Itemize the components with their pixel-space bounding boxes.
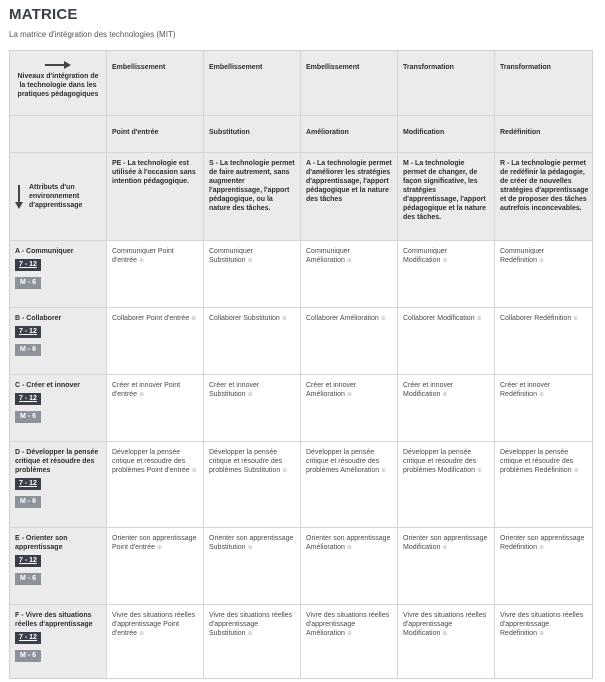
matrix-cell[interactable] xyxy=(204,605,301,678)
row-label: B - Collaborer xyxy=(15,315,62,322)
plus-icon: ⊕ xyxy=(191,468,197,474)
cell-link[interactable]: Communiquer Substitution xyxy=(209,248,253,264)
plus-icon: ⊕ xyxy=(573,316,579,322)
matrix-cell[interactable] xyxy=(301,442,398,528)
plus-icon: ⊕ xyxy=(442,545,448,551)
matrix-cell[interactable] xyxy=(107,442,204,528)
plus-icon: ⊕ xyxy=(247,545,253,551)
column-category: Embellissement xyxy=(204,51,301,116)
matrix-cell[interactable] xyxy=(204,375,301,442)
integration-matrix xyxy=(9,50,593,679)
plus-icon: ⊕ xyxy=(139,631,145,637)
cell-link[interactable]: Communiquer Amélioration xyxy=(306,248,350,264)
cell-link[interactable]: Développer la pensée critique et résoudre des problèmes Redéfinition xyxy=(500,449,574,474)
cell-link[interactable]: Orienter son apprentissage Point d'entrée xyxy=(112,535,197,551)
plus-icon: ⊕ xyxy=(442,258,448,264)
plus-icon: ⊕ xyxy=(442,392,448,398)
plus-icon: ⊕ xyxy=(139,258,145,264)
row-header-collaborer xyxy=(10,308,107,375)
cell-link[interactable]: Collaborer Redéfinition xyxy=(500,315,572,322)
grade-badge-7-12[interactable]: 7 - 12 xyxy=(15,632,41,644)
cell-link[interactable]: Communiquer Modification xyxy=(403,248,447,264)
row-header-pensee-critique xyxy=(10,442,107,528)
matrix-cell[interactable] xyxy=(107,528,204,605)
plus-icon: ⊕ xyxy=(346,631,352,637)
cell-link[interactable]: Créer et innover Modification xyxy=(403,382,454,398)
matrix-cell[interactable] xyxy=(495,442,593,528)
column-level: Point d'entrée xyxy=(107,116,204,153)
column-level: Modification xyxy=(398,116,495,153)
corner-levels-label: Niveaux d'intégration de la technologie dans les pratiques pédagogiques xyxy=(17,73,99,98)
grade-badge-7-12[interactable]: 7 - 12 xyxy=(15,555,41,567)
row-header-orienter xyxy=(10,528,107,605)
matrix-cell[interactable] xyxy=(107,375,204,442)
row-header-situations-reelles xyxy=(10,605,107,678)
grade-badge-m-6[interactable]: M - 6 xyxy=(15,496,41,508)
cell-link[interactable]: Créer et innover Amélioration xyxy=(306,382,357,398)
plus-icon: ⊕ xyxy=(346,392,352,398)
page-title: MATRICE xyxy=(9,6,78,23)
column-category: Transformation xyxy=(398,51,495,116)
grade-badge-m-6[interactable]: M - 6 xyxy=(15,277,41,289)
cell-link[interactable]: Orienter son apprentissage Substitution xyxy=(209,535,294,551)
page-subtitle: La matrice d'intégration des technologies (MIT) xyxy=(9,30,176,39)
grade-badge-7-12[interactable]: 7 - 12 xyxy=(15,326,41,338)
column-category: Embellissement xyxy=(301,51,398,116)
plus-icon: ⊕ xyxy=(380,316,386,322)
plus-icon: ⊕ xyxy=(282,468,288,474)
plus-icon: ⊕ xyxy=(247,258,253,264)
cell-link[interactable]: Vivre des situations réelles d'apprentissage Redéfinition xyxy=(500,612,584,637)
grade-badge-m-6[interactable]: M - 6 xyxy=(15,411,41,423)
cell-link[interactable]: Communiquer Point d'entrée xyxy=(112,248,174,264)
cell-link[interactable]: Orienter son apprentissage Amélioration xyxy=(306,535,391,551)
cell-link[interactable]: Vivre des situations réelles d'apprentissage Modification xyxy=(403,612,487,637)
plus-icon: ⊕ xyxy=(476,316,482,322)
column-description: M - La technologie permet de changer, de façon significative, les stratégies d'apprentissage, l'apport pédagogique et la nature des tâches. xyxy=(398,153,495,241)
plus-icon: ⊕ xyxy=(346,258,352,264)
arrow-right-icon xyxy=(45,61,71,69)
grade-badge-m-6[interactable]: M - 6 xyxy=(15,344,41,356)
column-description: R - La technologie permet de redéfinir la pédagogie, de créer de nouvelles stratégies d'apprentissage et de proposer des tâches autrefois inconcevables. xyxy=(495,153,593,241)
corner-levels-cell xyxy=(10,51,107,116)
row-label: A - Communiquer xyxy=(15,248,74,255)
plus-icon: ⊕ xyxy=(281,316,287,322)
matrix-cell[interactable] xyxy=(107,605,204,678)
matrix-cell[interactable] xyxy=(204,241,301,308)
row-header-communiquer xyxy=(10,241,107,308)
matrix-cell[interactable] xyxy=(301,375,398,442)
matrix-cell[interactable] xyxy=(204,528,301,605)
matrix-cell[interactable] xyxy=(398,528,495,605)
arrow-down-icon xyxy=(15,185,23,209)
cell-link[interactable]: Collaborer Point d'entrée xyxy=(112,315,190,322)
matrix-cell[interactable] xyxy=(495,241,593,308)
matrix-cell[interactable] xyxy=(301,528,398,605)
column-level: Redéfinition xyxy=(495,116,593,153)
row-label: D - Développer la pensée critique et résoudre des problèmes xyxy=(15,449,99,474)
matrix-cell[interactable] xyxy=(301,605,398,678)
matrix-cell[interactable] xyxy=(495,528,593,605)
column-description: A - La technologie permet d'améliorer les stratégies d'apprentissage, l'apport pédagogique et la nature des tâches xyxy=(301,153,398,241)
plus-icon: ⊕ xyxy=(476,468,483,474)
cell-link[interactable]: Vivre des situations réelles d'apprentissage Amélioration xyxy=(306,612,390,637)
column-description: PE - La technologie est utilisée à l'occasion sans intention pédagogique. xyxy=(107,153,204,241)
plus-icon: ⊕ xyxy=(538,631,544,637)
plus-icon: ⊕ xyxy=(139,392,145,398)
grade-badge-m-6[interactable]: M - 6 xyxy=(15,650,41,662)
corner-empty-cell xyxy=(10,116,107,153)
plus-icon: ⊕ xyxy=(156,545,163,551)
cell-link[interactable]: Développer la pensée critique et résoudre des problèmes Amélioration xyxy=(306,449,380,474)
corner-attributes-cell xyxy=(10,153,107,241)
plus-icon: ⊕ xyxy=(573,468,579,474)
cell-link[interactable]: Créer et innover Point d'entrée xyxy=(112,382,181,398)
matrix-cell[interactable] xyxy=(301,241,398,308)
matrix-cell[interactable] xyxy=(301,308,398,375)
cell-link[interactable]: Créer et innover Substitution xyxy=(209,382,260,398)
matrix-cell[interactable] xyxy=(204,442,301,528)
plus-icon: ⊕ xyxy=(538,392,544,398)
plus-icon: ⊕ xyxy=(247,631,253,637)
plus-icon: ⊕ xyxy=(442,631,448,637)
matrix-cell[interactable] xyxy=(107,241,204,308)
matrix-cell[interactable] xyxy=(495,605,593,678)
cell-link[interactable]: Vivre des situations réelles d'apprentissage Point d'entrée xyxy=(112,612,196,637)
cell-link[interactable]: Créer et innover Redéfinition xyxy=(500,382,551,398)
column-level: Amélioration xyxy=(301,116,398,153)
cell-link[interactable]: Collaborer Substitution xyxy=(209,315,280,322)
row-header-creer-innover xyxy=(10,375,107,442)
cell-link[interactable]: Orienter son apprentissage Modification xyxy=(403,535,488,551)
column-level: Substitution xyxy=(204,116,301,153)
plus-icon: ⊕ xyxy=(538,545,544,551)
matrix-cell[interactable] xyxy=(398,308,495,375)
plus-icon: ⊕ xyxy=(538,258,544,264)
grade-badge-m-6[interactable]: M - 6 xyxy=(15,573,41,585)
row-label: F - Vivre des situations réelles d'apprentissage xyxy=(15,612,93,628)
grade-badge-7-12[interactable]: 7 - 12 xyxy=(15,259,41,271)
plus-icon: ⊕ xyxy=(191,316,197,322)
column-category: Embellissement xyxy=(107,51,204,116)
matrix-cell[interactable] xyxy=(204,308,301,375)
plus-icon: ⊕ xyxy=(247,392,253,398)
matrix-cell[interactable] xyxy=(398,605,495,678)
plus-icon: ⊕ xyxy=(346,545,352,551)
matrix-cell[interactable] xyxy=(107,308,204,375)
matrix-cell[interactable] xyxy=(495,308,593,375)
grade-badge-7-12[interactable]: 7 - 12 xyxy=(15,393,41,405)
row-label: C - Créer et innover xyxy=(15,382,80,389)
cell-link[interactable]: Collaborer Modification xyxy=(403,315,475,322)
matrix-cell[interactable] xyxy=(398,442,495,528)
cell-link[interactable]: Développer la pensée critique et résoudre des problèmes Substitution xyxy=(209,449,283,474)
row-label: E - Orienter son apprentissage xyxy=(15,535,68,551)
grade-badge-7-12[interactable]: 7 - 12 xyxy=(15,478,41,490)
column-description: S - La technologie permet de faire autrement, sans augmenter l'apprentissage, l'apport pédagogique, ou la nature des tâches. xyxy=(204,153,301,241)
cell-link[interactable]: Collaborer Amélioration xyxy=(306,315,379,322)
cell-link[interactable]: Orienter son apprentissage Redéfinition xyxy=(500,535,585,551)
cell-link[interactable]: Développer la pensée critique et résoudre des problèmes Point d'entrée xyxy=(112,449,190,474)
column-category: Transformation xyxy=(495,51,593,116)
cell-link[interactable]: Communiquer Redéfinition xyxy=(500,248,544,264)
matrix-cell[interactable] xyxy=(398,241,495,308)
matrix-cell[interactable] xyxy=(398,375,495,442)
plus-icon: ⊕ xyxy=(381,468,387,474)
corner-attributes-label: Attributs d'un environnement d'apprentissage xyxy=(29,184,83,209)
cell-link[interactable]: Développer la pensée critique et résoudre des problèmes Modification xyxy=(403,449,477,474)
cell-link[interactable]: Vivre des situations réelles d'apprentissage Substitution xyxy=(209,612,293,637)
matrix-cell[interactable] xyxy=(495,375,593,442)
